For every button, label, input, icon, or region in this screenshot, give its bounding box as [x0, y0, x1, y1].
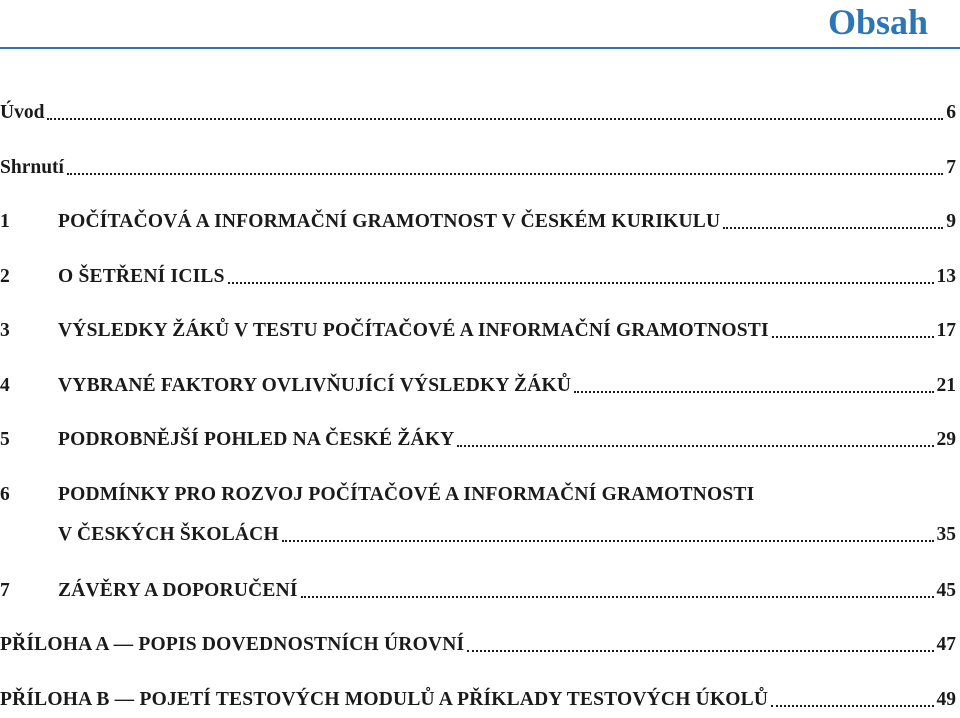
toc-entry-chapter-3[interactable]	[0, 316, 956, 346]
toc-leader-dots	[574, 391, 933, 393]
toc-leader-dots	[282, 540, 934, 542]
toc-leader-dots	[467, 650, 933, 652]
toc-entry-page: 17	[936, 320, 956, 341]
toc-leader-dots	[67, 173, 943, 175]
toc-entry-title: PODROBNĚJŠÍ POHLED NA ČESKÉ ŽÁKY	[58, 429, 455, 450]
toc-entry-number: 5	[0, 429, 10, 450]
toc-entry-title: VÝSLEDKY ŽÁKŮ V TESTU POČÍTAČOVÉ A INFORMAČNÍ GRAMOTNOSTI	[58, 320, 769, 341]
toc-entry-number: 3	[0, 320, 10, 341]
toc-entry-appendix-a[interactable]	[0, 630, 956, 660]
toc-entry-chapter-2[interactable]	[0, 262, 956, 292]
toc-entry-number: 1	[0, 211, 10, 232]
toc-entry-chapter-6-line-1[interactable]	[0, 480, 956, 510]
toc-entry-number: 7	[0, 580, 10, 601]
toc-entry-chapter-1[interactable]	[0, 207, 956, 237]
toc-entry-title: POČÍTAČOVÁ A INFORMAČNÍ GRAMOTNOST V ČESKÉM KURIKULU	[58, 211, 721, 232]
toc-entry-title: VYBRANÉ FAKTORY OVLIVŇUJÍCÍ VÝSLEDKY ŽÁKŮ	[58, 375, 572, 396]
toc-entry-title: Shrnutí	[0, 157, 64, 178]
toc-leader-dots	[772, 336, 934, 338]
toc-leader-dots	[771, 705, 933, 707]
toc-leader-dots	[47, 118, 943, 120]
toc-entry-title: PŘÍLOHA B — POJETÍ TESTOVÝCH MODULŮ A PŘÍKLADY TESTOVÝCH ÚKOLŮ	[0, 689, 769, 710]
page-title: Obsah	[827, 2, 928, 42]
toc-entry-chapter-5[interactable]	[0, 425, 956, 455]
toc-entry-page: 7	[946, 157, 956, 178]
toc-entry-page: 9	[946, 211, 956, 232]
toc-leader-dots	[723, 227, 943, 229]
toc-entry-number: 6	[0, 484, 10, 505]
toc-entry-chapter-4[interactable]	[0, 371, 956, 401]
toc-entry-chapter-7[interactable]	[0, 576, 956, 606]
toc-entry-title: ZÁVĚRY A DOPORUČENÍ	[58, 580, 298, 601]
toc-entry-page: 21	[936, 375, 956, 396]
toc-entry-number: 4	[0, 375, 10, 396]
toc-entry-uvod[interactable]	[0, 98, 956, 128]
toc-entry-appendix-b[interactable]	[0, 685, 956, 715]
toc-entry-shrnuti[interactable]	[0, 153, 956, 183]
toc-leader-dots	[457, 445, 933, 447]
title-rule	[0, 47, 960, 49]
toc-entry-page: 35	[936, 524, 956, 545]
toc-entry-page: 49	[936, 689, 956, 710]
toc-entry-page: 45	[936, 580, 956, 601]
toc-leader-dots	[301, 596, 934, 598]
toc-entry-title: PODMÍNKY PRO ROZVOJ POČÍTAČOVÉ A INFORMAČNÍ GRAMOTNOSTI	[58, 484, 755, 505]
toc-entry-chapter-6-line-2[interactable]	[0, 520, 956, 550]
toc-entry-title-continued: V ČESKÝCH ŠKOLÁCH	[58, 524, 279, 545]
toc-entry-title: PŘÍLOHA A — POPIS DOVEDNOSTNÍCH ÚROVNÍ	[0, 634, 465, 655]
toc-entry-number: 2	[0, 266, 10, 287]
toc-entry-page: 6	[946, 102, 956, 123]
toc-entry-page: 47	[936, 634, 956, 655]
toc-entry-page: 13	[936, 266, 956, 287]
toc-entry-page: 29	[936, 429, 956, 450]
toc-entry-title: Úvod	[0, 102, 45, 123]
toc-entry-title: O ŠETŘENÍ ICILS	[58, 266, 225, 287]
toc-leader-dots	[228, 282, 934, 284]
